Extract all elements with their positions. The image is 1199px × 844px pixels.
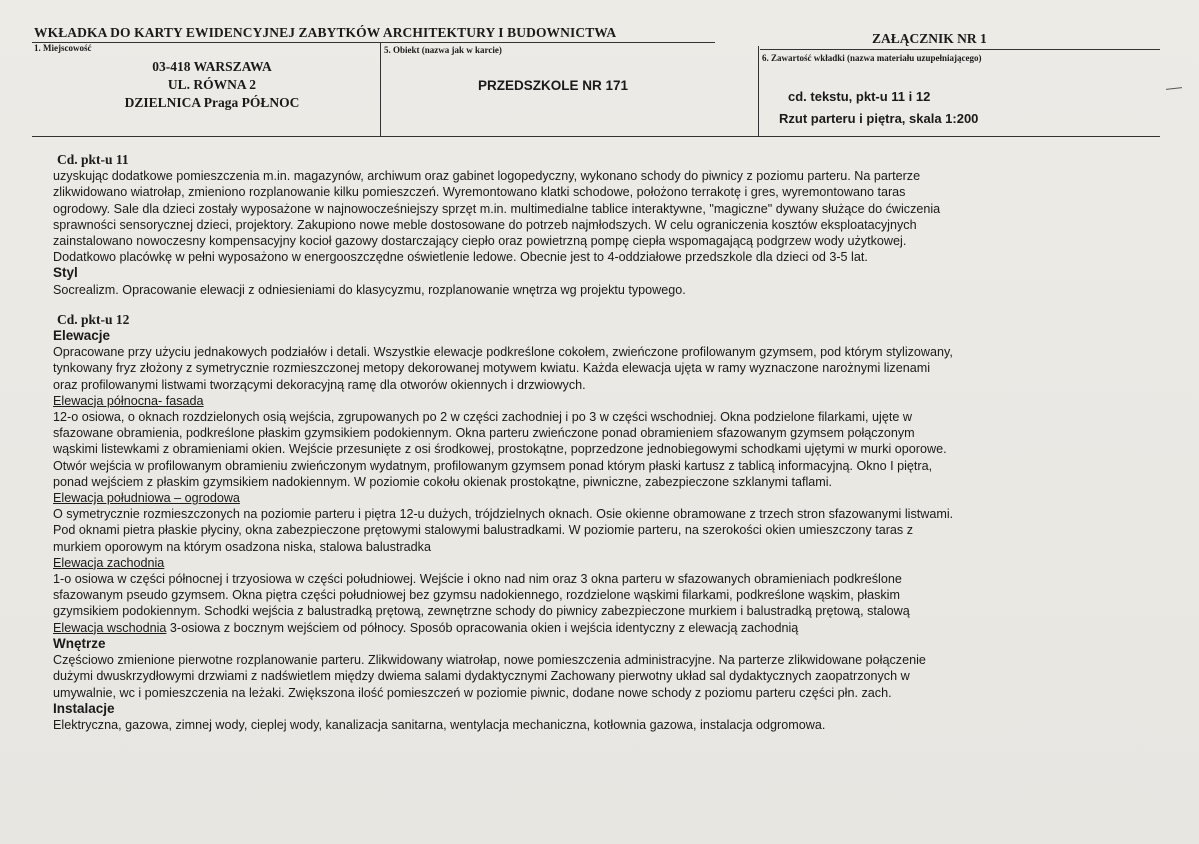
- elevations-line: oraz profilowanymi listwami tworzącymi dekoracyjną ramę dla otworów okiennych i drzwiowych.: [53, 377, 586, 392]
- document-body: [53, 152, 1173, 733]
- south-elevation-line: murkiem oporowym na którym osadzona niska, stalowa balustradka: [53, 539, 431, 554]
- interior-line: dużymi dwuskrzydłowymi drzwiami z nadświetlem między dwiema salami dydaktycznymi Zachowany pierwotny układ sal dydaktycznych zaopatrzonych w: [53, 669, 910, 684]
- north-elevation-line: 12-o osiowa, o oknach rozdzielonych osią wejścia, zgrupowanych po 2 w części zachodniej i po 3 w części wschodniej. Okna podzielone filarkami, ujęte w: [53, 410, 912, 425]
- section-11-heading: Cd. pkt-u 11: [57, 152, 129, 167]
- header-rule-top-right: [760, 49, 1160, 50]
- installations-text: Elektryczna, gazowa, zimnej wody, cieplej wody, kanalizacja sanitarna, wentylacja mechaniczna, kotłownia gazowa, instalacja odgromowa.: [53, 717, 826, 732]
- elevations-line: Opracowane przy użyciu jednakowych podziałów i detali. Wszystkie elewacje podkreślone cokołem, zwieńczone profilowanym gzymsem, pod którym stylizowany,: [53, 345, 953, 360]
- west-elevation-heading: Elewacja zachodnia: [53, 555, 165, 570]
- form-title: WKŁADKA DO KARTY EWIDENCYJNEJ ZABYTKÓW ARCHITEKTURY I BUDOWNICTWA: [34, 25, 617, 40]
- south-elevation-line: O symetrycznie rozmieszczonych na poziomie parteru i piętra 12-u dużych, trójdzielnych oknach. Osie okienne obramowane z trzech stron sfazowanymi listwami.: [53, 507, 954, 522]
- margin-mark: [1166, 87, 1182, 90]
- north-elevation-line: ponad wejściem z płaskim gzymsikiem nadokiennym. W poziomie cokołu okienak prostokątne, piwniczne, zabezpieczone szklanymi taflami.: [53, 474, 833, 489]
- section-11-line: sprawności sensorycznej dzieci, projektory. Zakupiono nowe meble dostosowane do potrzeb najmłodszych. W celu ograniczenia kosztów eksploatacyjnych: [53, 217, 917, 232]
- elevations-line: tynkowany fryz złożony z symetrycznie rozmieszczonej metopy dekorowanej motywem kwiatu. Każda elewacja ujęta w ramy wyznaczone narożnymi lizenami: [53, 361, 931, 376]
- header-divider-2: [758, 46, 759, 136]
- section-11-line: ogrodowy. Sale dla dzieci zostały wyposażone w najnowocześniejszy sprzęt m.in. multimedialne tablice interaktywne, "magiczne" dywany służące do ćwiczenia: [53, 201, 941, 216]
- place-label: 1. Miejscowość: [34, 43, 92, 53]
- place-line: UL. RÓWNA 2: [167, 77, 257, 92]
- place-line: 03-418 WARSZAWA: [152, 59, 272, 74]
- section-gap: [53, 298, 1173, 312]
- installations-heading: Instalacje: [53, 700, 115, 716]
- east-elevation-heading: Elewacja wschodnia: [53, 620, 167, 635]
- place-line: DZIELNICA Praga PÓŁNOC: [124, 95, 300, 110]
- style-text: Socrealizm. Opracowanie elewacji z odniesieniami do klasycyzmu, rozplanowanie wnętrza wg projektu typowego.: [53, 282, 686, 297]
- south-elevation-line: Pod oknami pietra płaskie płyciny, okna zabezpieczone prętowymi stalowymi balustradkami. W poziomie parteru, na szerokości okien umieszczony taras z: [53, 523, 914, 538]
- north-elevation-heading: Elewacja północna- fasada: [53, 393, 204, 408]
- elevations-heading: Elewacje: [53, 328, 111, 344]
- section-11-line: Dodatkowo placówkę w pełni wyposażono w energooszczędne oświetlenie ledowe. Obecnie jest to 4-oddziałowe przedszkole dla dzieci od 3-5 lat.: [53, 250, 868, 265]
- north-elevation-line: wąskimi listewkami z obramieniami okien. Wejście przesunięte z osi środkowej, prostokątne, poprzedzone jednobiegowymi schodkami ujętymi w murki oporowe.: [53, 442, 947, 457]
- east-elevation-line: [53, 620, 1173, 636]
- interior-heading: Wnętrze: [53, 635, 106, 651]
- north-elevation-line: Otwór wejścia w profilowanym obramieniu zwieńczonym wydatnym, profilowanym gzymsem ponad którym płaski kartusz z tablicą informacyjną. Okno I piętra,: [53, 458, 933, 473]
- south-elevation-heading: Elewacja południowa – ogrodowa: [53, 491, 240, 506]
- interior-line: umywalnie, wc i pomieszczenia na leżaki. Zwiększona ilość pomieszczeń w poziomie piwnic, dodane nowe schody z poziomu parteru części płn. zach.: [53, 685, 892, 700]
- contents-line: Rzut parteru i piętra, skala 1:200: [779, 111, 979, 126]
- north-elevation-line: sfazowane obramienia, podkreślone płaskim gzymsikiem podokiennym. Okna parteru zwieńczone ponad obramieniem sfazowanym gzymsem połączonym: [53, 426, 915, 441]
- style-heading: Styl: [53, 265, 78, 281]
- contents-label: 6. Zawartość wkładki (nazwa materiału uzupełniającego): [762, 53, 982, 63]
- west-elevation-line: gzymsikiem podokiennym. Schodki wejścia z balustradką prętową, zewnętrzne schody do piwnicy zabezpieczone murkiem i balustradką prętową, stalową: [53, 604, 910, 619]
- section-11-line: zlikwidowano wiatrołap, zmieniono rozplanowanie kilku pomieszczeń. Wyremontowano klatki schodowe, położono terrakotę i gres, wyremontowano taras: [53, 185, 906, 200]
- east-elevation-text: 3-osiowa z bocznym wejściem od północy. Sposób opracowania okien i wejścia identyczny z elewacją zachodnią: [166, 620, 799, 635]
- object-label: 5. Obiekt (nazwa jak w karcie): [384, 45, 502, 55]
- contents-line: cd. tekstu, pkt-u 11 i 12: [788, 89, 931, 104]
- west-elevation-line: 1-o osiowa w części północnej i trzyosiowa w części południowej. Wejście i okno nad nim oraz 3 okna parteru w sfazowanych obramieniach podkreślone: [53, 572, 902, 587]
- header-rule-bottom: [32, 136, 1160, 137]
- header-divider-1: [380, 42, 381, 136]
- interior-line: Częściowo zmienione pierwotne rozplanowanie parteru. Zlikwidowany wiatrołap, nowe pomieszczenia administracyjne. Na parterze zlikwidowane połączenie: [53, 653, 926, 668]
- section-11-line: uzyskując dodatkowe pomieszczenia m.in. magazynów, archiwum oraz gabinet logopedyczny, wykonano schody do piwnicy z poziomu parteru. Na parterze: [53, 169, 921, 184]
- west-elevation-line: sfazowanym pseudo gzymsem. Okna piętra części południowej bez gzymsu nadokiennego, rozdzielone wąskimi filarkami, podkreślone wąskim, płaskim: [53, 588, 900, 603]
- place-value: [92, 58, 332, 112]
- section-11-line: zainstalowano nowoczesny kompensacyjny kocioł gazowy dostarczający ciepło oraz powietrzną pompę ciepła wspomagającą podgrzew wody użytkowej.: [53, 234, 907, 249]
- contents-value: [779, 86, 979, 130]
- header-rule-top: [32, 42, 715, 43]
- annex-label: ZAŁĄCZNIK NR 1: [872, 31, 987, 46]
- object-value: PRZEDSZKOLE NR 171: [478, 78, 629, 93]
- section-12-heading: Cd. pkt-u 12: [57, 311, 130, 327]
